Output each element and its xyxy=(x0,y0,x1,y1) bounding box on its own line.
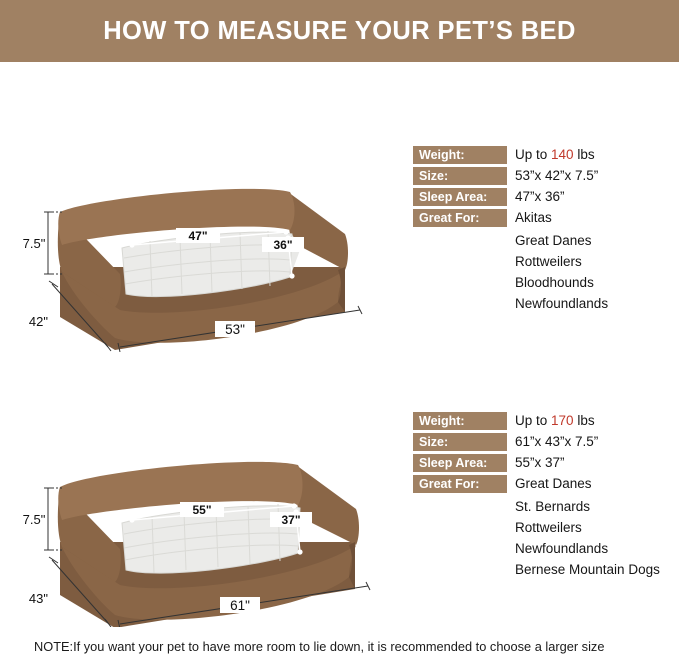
depth-label: 43" xyxy=(28,591,48,606)
inner-depth-label: 36" xyxy=(273,238,293,252)
footer-note: NOTE:If you want your pet to have more room to lie down, it is recommended to choose a larger size xyxy=(34,639,605,654)
spec-row-great-for xyxy=(413,475,679,493)
width-label: 61" xyxy=(230,598,250,613)
breed-item: Great Danes xyxy=(515,476,592,491)
breed-item: Rottweilers xyxy=(515,254,582,269)
spec-row-sleep-area xyxy=(413,188,679,206)
weight-value: Up to 140 lbs xyxy=(515,147,595,162)
width-label: 53" xyxy=(225,322,245,337)
bed-illustration-xlarge xyxy=(0,352,400,627)
spec-row-size xyxy=(413,167,679,185)
spec-table-large xyxy=(413,146,679,314)
weight-value: Up to 170 lbs xyxy=(515,413,595,428)
size-label: Size: xyxy=(413,167,507,185)
breed-item: Akitas xyxy=(515,210,552,225)
inner-depth-label: 37" xyxy=(281,513,301,527)
weight-number: 170 xyxy=(551,413,574,428)
breed-item: Bernese Mountain Dogs xyxy=(515,562,660,577)
inner-width-label: 47" xyxy=(188,229,208,243)
bed-section-large xyxy=(0,62,679,352)
sleep-area-value: 55”x 37” xyxy=(515,455,565,470)
breed-item: Bloodhounds xyxy=(515,275,594,290)
inner-width-label: 55" xyxy=(192,503,212,517)
bed-section-xlarge xyxy=(0,352,679,627)
spec-table-xlarge xyxy=(413,412,679,580)
spec-row-size xyxy=(413,433,679,451)
breed-item: Rottweilers xyxy=(515,520,582,535)
sleep-area-label: Sleep Area: xyxy=(413,454,507,472)
spec-row-weight xyxy=(413,412,679,430)
sleep-area-label: Sleep Area: xyxy=(413,188,507,206)
great-for-label: Great For: xyxy=(413,209,507,227)
breed-item: Newfoundlands xyxy=(515,296,609,311)
breed-item: Great Danes xyxy=(515,233,592,248)
weight-number: 140 xyxy=(551,147,574,162)
spec-row-weight xyxy=(413,146,679,164)
breed-item: Newfoundlands xyxy=(515,541,609,556)
great-for-label: Great For: xyxy=(413,475,507,493)
bed-illustration-large xyxy=(0,62,400,352)
breed-list xyxy=(413,496,679,580)
size-label: Size: xyxy=(413,433,507,451)
height-label: 7.5" xyxy=(22,512,46,527)
page-title: HOW TO MEASURE YOUR PET’S BED xyxy=(103,16,576,45)
header-banner xyxy=(0,0,679,62)
weight-label: Weight: xyxy=(413,412,507,430)
size-value: 61”x 43”x 7.5” xyxy=(515,434,599,449)
spec-row-sleep-area xyxy=(413,454,679,472)
size-value: 53”x 42”x 7.5” xyxy=(515,168,599,183)
breed-item: St. Bernards xyxy=(515,499,591,514)
breed-list xyxy=(413,230,679,314)
spec-row-great-for xyxy=(413,209,679,227)
sleep-area-value: 47”x 36” xyxy=(515,189,565,204)
weight-label: Weight: xyxy=(413,146,507,164)
depth-label: 42" xyxy=(28,314,48,329)
height-label: 7.5" xyxy=(22,236,46,251)
